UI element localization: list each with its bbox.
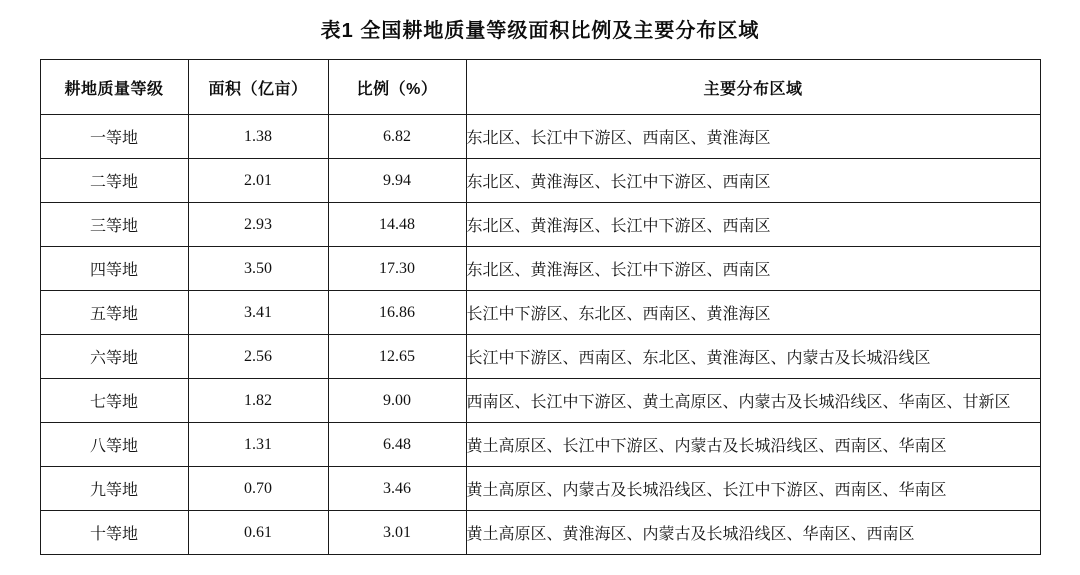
table-row: [40, 159, 1040, 203]
cell-regions: 黄土高原区、黄淮海区、内蒙古及长城沿线区、华南区、西南区: [466, 511, 1040, 555]
farmland-quality-table: [40, 59, 1041, 555]
cell-area: 0.61: [188, 511, 328, 555]
cell-grade: 一等地: [40, 115, 188, 159]
cell-regions: 东北区、黄淮海区、长江中下游区、西南区: [466, 159, 1040, 203]
cell-ratio: 17.30: [328, 247, 466, 291]
table-row: [40, 335, 1040, 379]
cell-regions: 长江中下游区、东北区、西南区、黄淮海区: [466, 291, 1040, 335]
cell-regions: 长江中下游区、西南区、东北区、黄淮海区、内蒙古及长城沿线区: [466, 335, 1040, 379]
cell-regions: 西南区、长江中下游区、黄土高原区、内蒙古及长城沿线区、华南区、甘新区: [466, 379, 1040, 423]
table-row: [40, 511, 1040, 555]
cell-area: 0.70: [188, 467, 328, 511]
page-title: 表1 全国耕地质量等级面积比例及主要分布区域: [320, 20, 760, 42]
cell-area: 2.01: [188, 159, 328, 203]
cell-regions: 东北区、黄淮海区、长江中下游区、西南区: [466, 247, 1040, 291]
table-row: [40, 423, 1040, 467]
cell-ratio: 3.01: [328, 511, 466, 555]
cell-grade: 六等地: [40, 335, 188, 379]
table-row: [40, 203, 1040, 247]
cell-grade: 十等地: [40, 511, 188, 555]
column-header-area: 面积（亿亩）: [188, 60, 328, 115]
cell-area: 2.56: [188, 335, 328, 379]
cell-ratio: 14.48: [328, 203, 466, 247]
cell-ratio: 3.46: [328, 467, 466, 511]
table-row: [40, 467, 1040, 511]
table-row: [40, 247, 1040, 291]
cell-ratio: 6.48: [328, 423, 466, 467]
cell-ratio: 9.94: [328, 159, 466, 203]
cell-regions: 东北区、黄淮海区、长江中下游区、西南区: [466, 203, 1040, 247]
table-row: [40, 379, 1040, 423]
cell-grade: 三等地: [40, 203, 188, 247]
table-row: [40, 115, 1040, 159]
cell-ratio: 6.82: [328, 115, 466, 159]
cell-regions: 黄土高原区、内蒙古及长城沿线区、长江中下游区、西南区、华南区: [466, 467, 1040, 511]
cell-area: 1.31: [188, 423, 328, 467]
column-header-regions: 主要分布区域: [466, 60, 1040, 115]
table-header: [40, 60, 1040, 115]
cell-area: 3.41: [188, 291, 328, 335]
cell-grade: 二等地: [40, 159, 188, 203]
column-header-ratio: 比例（%）: [328, 60, 466, 115]
cell-ratio: 12.65: [328, 335, 466, 379]
cell-ratio: 9.00: [328, 379, 466, 423]
cell-area: 2.93: [188, 203, 328, 247]
cell-area: 1.82: [188, 379, 328, 423]
cell-grade: 五等地: [40, 291, 188, 335]
cell-grade: 九等地: [40, 467, 188, 511]
table-row: [40, 291, 1040, 335]
cell-area: 1.38: [188, 115, 328, 159]
cell-regions: 黄土高原区、长江中下游区、内蒙古及长城沿线区、西南区、华南区: [466, 423, 1040, 467]
cell-ratio: 16.86: [328, 291, 466, 335]
cell-grade: 七等地: [40, 379, 188, 423]
column-header-grade: 耕地质量等级: [40, 60, 188, 115]
cell-grade: 四等地: [40, 247, 188, 291]
table-body: [40, 115, 1040, 555]
table-header-row: [40, 60, 1040, 115]
cell-grade: 八等地: [40, 423, 188, 467]
cell-area: 3.50: [188, 247, 328, 291]
cell-regions: 东北区、长江中下游区、西南区、黄淮海区: [466, 115, 1040, 159]
